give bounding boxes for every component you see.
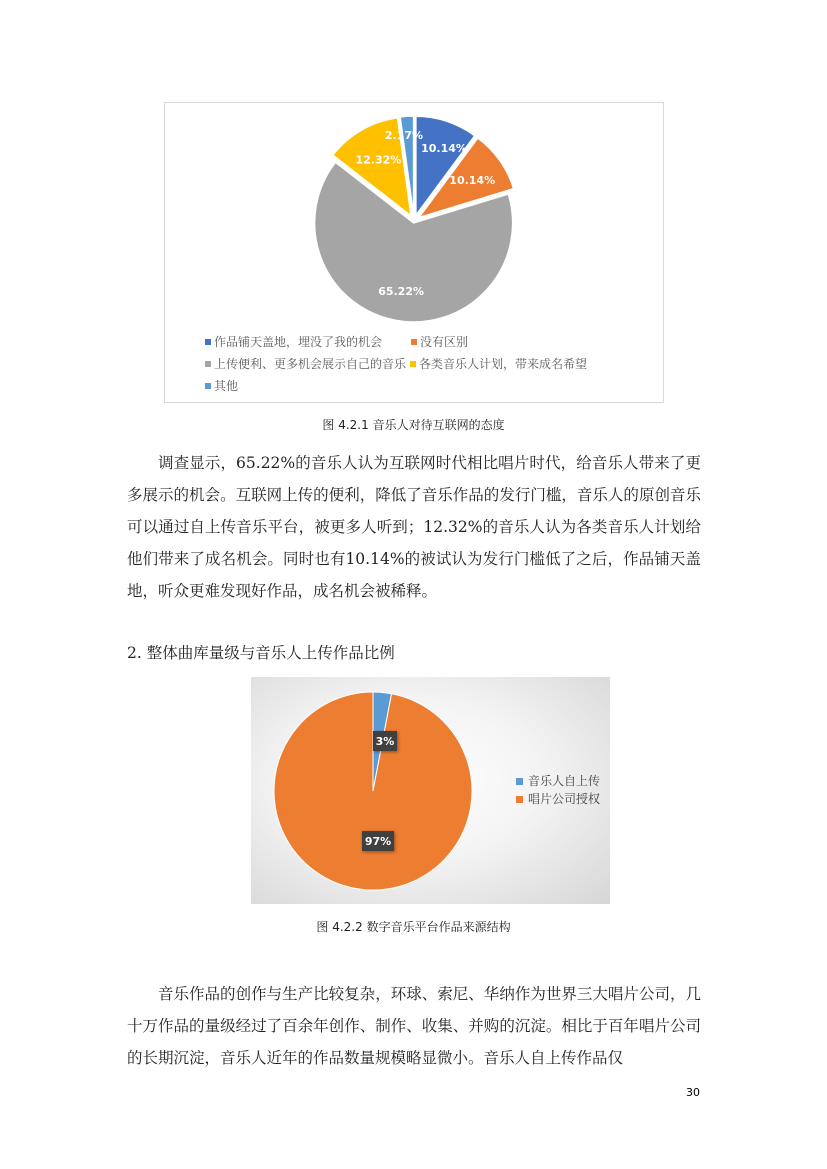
- svg-text:97%: 97%: [364, 835, 392, 848]
- page-number: 30: [686, 1086, 700, 1099]
- legend-label: 作品铺天盖地，埋没了我的机会: [214, 335, 383, 349]
- legend-source: [516, 772, 600, 808]
- body-paragraph-1: 调查显示，65.22%的音乐人认为互联网时代相比唱片时代，给音乐人带来了更多展示的机会。互联网上传的便利，降低了音乐作品的发行门槛，音乐人的原创音乐可以通过自上传音乐平台，被更多人听到；12.32%的音乐人认为各类音乐人计划给他们带来了成名机会。同时也有10.14%的被试认为发行门槛低了之后，作品铺天盖地，听众更难发现好作品，成名机会被稀释。: [127, 454, 701, 600]
- legend-item: [516, 772, 600, 790]
- legend-swatch: [205, 339, 211, 345]
- pie-data-label-0: [373, 731, 397, 751]
- legend-item: [205, 353, 406, 375]
- legend-swatch: [516, 778, 523, 785]
- legend-swatch: [516, 796, 523, 803]
- body-paragraph-2: 音乐作品的创作与生产比较复杂，环球、索尼、华纳作为世界三大唱片公司，几十万作品的量级经过了百余年创作、制作、收集、并购的沉淀。相比于百年唱片公司的长期沉淀，音乐人近年的作品数量规模略显微小。音乐人自上传作品仅: [127, 985, 701, 1067]
- legend-item: [205, 331, 382, 353]
- legend-swatch: [410, 361, 416, 367]
- legend-swatch: [205, 383, 211, 389]
- legend-label: 其他: [214, 379, 239, 393]
- legend-item: [411, 331, 468, 353]
- pie-data-label-0: 10.14%: [421, 142, 467, 155]
- legend-swatch: [205, 361, 211, 367]
- section-heading-2: 2. 整体曲库量级与音乐人上传作品比例: [127, 644, 395, 662]
- legend-item: [205, 375, 238, 397]
- figure-source-pie: [251, 677, 610, 904]
- legend-label: 音乐人自上传: [528, 774, 601, 788]
- legend-row: [205, 331, 587, 353]
- pie-slice-1: [274, 692, 472, 890]
- legend-row: [205, 353, 587, 375]
- legend-label: 各类音乐人计划，带来成名希望: [419, 357, 588, 371]
- figure2-caption: 图 4.2.2 数字音乐平台作品来源结构: [316, 920, 511, 934]
- figure1-caption: 图 4.2.1 音乐人对待互联网的态度: [322, 418, 505, 432]
- svg-text:3%: 3%: [375, 735, 395, 748]
- pie-data-label-1: 10.14%: [449, 173, 496, 187]
- pie-data-label-3: 12.32%: [355, 153, 402, 167]
- legend-label: 没有区别: [420, 335, 469, 349]
- pie-data-label-1: [362, 831, 394, 851]
- legend-item: [516, 790, 600, 808]
- legend-row: [205, 375, 587, 397]
- legend-label: 上传便利、更多机会展示自己的音乐: [214, 357, 407, 371]
- figure-attitude-pie: [164, 102, 664, 403]
- pie-data-label-4: 2.17%: [384, 129, 424, 142]
- pie-data-label-2: 65.22%: [378, 285, 425, 299]
- legend-attitude: [205, 331, 587, 397]
- legend-label: 唱片公司授权: [528, 792, 601, 806]
- legend-item: [410, 353, 587, 375]
- legend-swatch: [411, 339, 417, 345]
